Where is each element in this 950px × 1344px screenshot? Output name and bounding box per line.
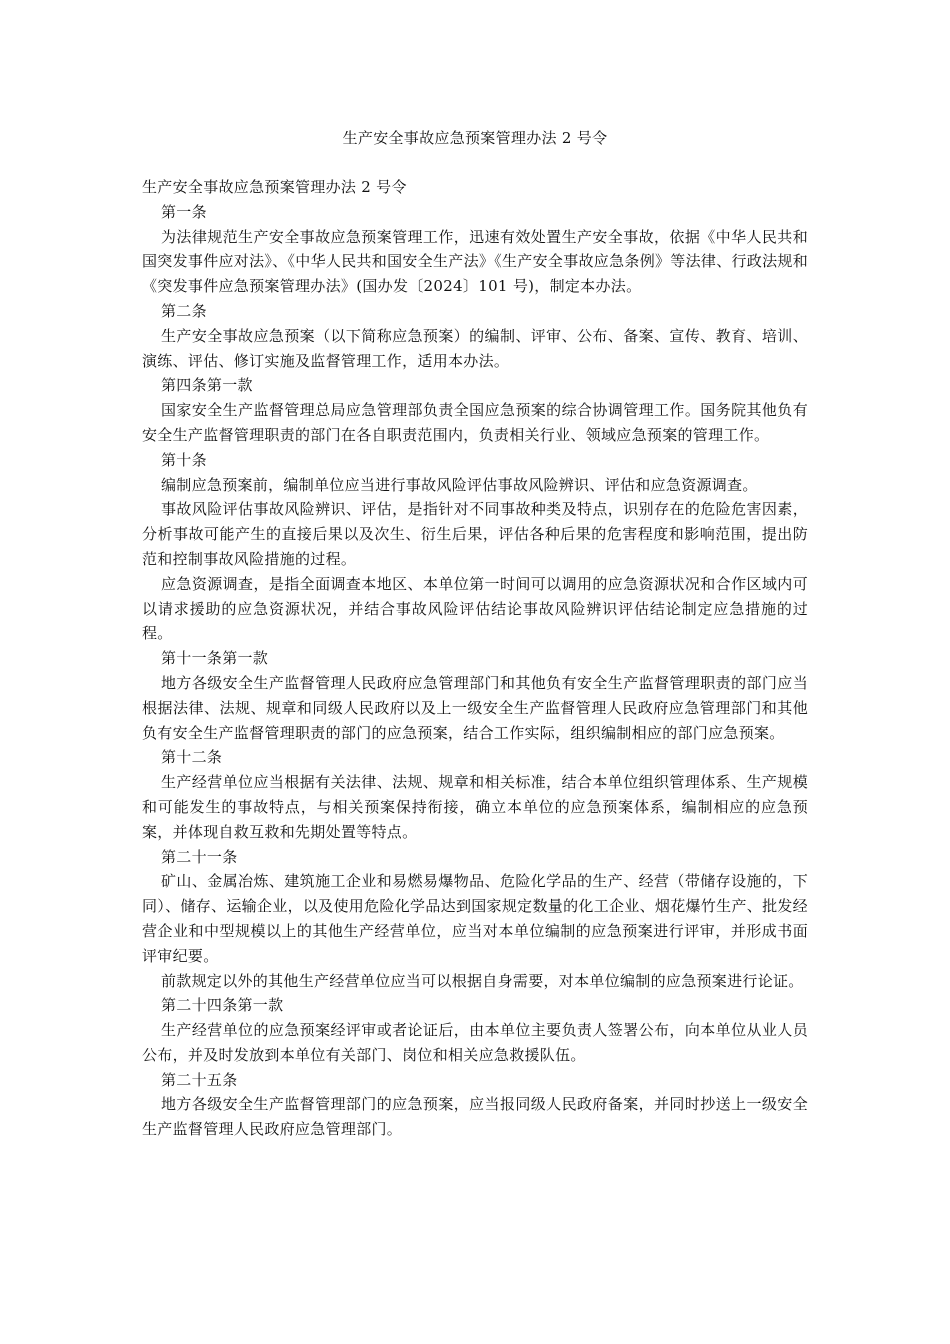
article-paragraph: 地方各级安全生产监督管理部门的应急预案，应当报同级人民政府备案，并同时抄送上一级安全生产监督管理人民政府应急管理部门。 [142, 1095, 808, 1139]
article-heading: 第二条 [161, 301, 207, 320]
document-body [142, 175, 808, 1142]
article-heading: 第四条第一款 [161, 376, 253, 395]
article-paragraph: 生产安全事故应急预案（以下简称应急预案）的编制、评审、公布、备案、宣传、教育、培训、演练、评估、修订实施及监督管理工作，适用本办法。 [142, 326, 808, 370]
article-paragraph: 矿山、金属冶炼、建筑施工企业和易燃易爆物品、危险化学品的生产、经营（带储存设施的，下同）、储存、运输企业，以及使用危险化学品达到国家规定数量的化工企业、烟花爆竹生产、批发经营企业和中型规模以上的其他生产经营单位，应当对本单位编制的应急预案进行评审，并形成书面评审纪要。 [142, 872, 808, 965]
article-heading: 第二十一条 [161, 847, 238, 866]
article-heading: 第二十四条第一款 [161, 996, 284, 1015]
article-heading: 第十二条 [161, 748, 223, 767]
document-title: 生产安全事故应急预案管理办法 2 号令 [342, 129, 608, 147]
document-subtitle: 生产安全事故应急预案管理办法 2 号令 [142, 178, 407, 196]
article-paragraph: 国家安全生产监督管理总局应急管理部负责全国应急预案的综合协调管理工作。国务院其他负有安全生产监督管理职责的部门在各自职责范围内，负责相关行业、领域应急预案的管理工作。 [142, 401, 808, 444]
article-paragraph: 编制应急预案前，编制单位应当进行事故风险评估事故风险辨识、评估和应急资源调查。 [161, 475, 758, 494]
article-paragraph: 生产经营单位应当根据有关法律、法规、规章和相关标准，结合本单位组织管理体系、生产规模和可能发生的事故特点，与相关预案保持衔接，确立本单位的应急预案体系，编制相应的应急预案，并体现自救互救和先期处置等特点。 [142, 773, 808, 841]
article-paragraph: 事故风险评估事故风险辨识、评估，是指针对不同事故种类及特点，识别存在的危险危害因素，分析事故可能产生的直接后果以及次生、衍生后果，评估各种后果的危害程度和影响范围，提出防范和控制事故风险措施的过程。 [142, 500, 808, 568]
article-paragraph: 地方各级安全生产监督管理人民政府应急管理部门和其他负有安全生产监督管理职责的部门应当根据法律、法规、规章和同级人民政府以及上一级安全生产监督管理人民政府应急管理部门和其他负有安全生产监督管理职责的部门的应急预案，结合工作实际，组织编制相应的部门应急预案。 [142, 673, 808, 742]
article-paragraph: 为法律规范生产安全事故应急预案管理工作，迅速有效处置生产安全事故，依据《中华人民共和国突发事件应对法》、《中华人民共和国安全生产法》《生产安全事故应急条例》等法律、行政法规和《突发事件应急预案管理办法》(国办发〔2024〕101 号)，制定本办法。 [142, 227, 809, 296]
article-heading: 第二十五条 [161, 1070, 238, 1089]
article-heading: 第十一条第一款 [161, 649, 269, 668]
article-paragraph: 应急资源调查，是指全面调查本地区、本单位第一时间可以调用的应急资源状况和合作区域内可以请求援助的应急资源状况，并结合事故风险评估结论事故风险辨识评估结论制定应急措施的过程。 [142, 574, 808, 643]
article-paragraph: 生产经营单位的应急预案经评审或者论证后，由本单位主要负责人签署公布，向本单位从业人员公布，并及时发放到本单位有关部门、岗位和相关应急救援队伍。 [142, 1021, 808, 1064]
article-heading: 第十条 [161, 450, 207, 469]
article-heading: 第一条 [161, 202, 207, 221]
article-paragraph: 前款规定以外的其他生产经营单位应当可以根据自身需要，对本单位编制的应急预案进行论证。 [161, 971, 804, 990]
